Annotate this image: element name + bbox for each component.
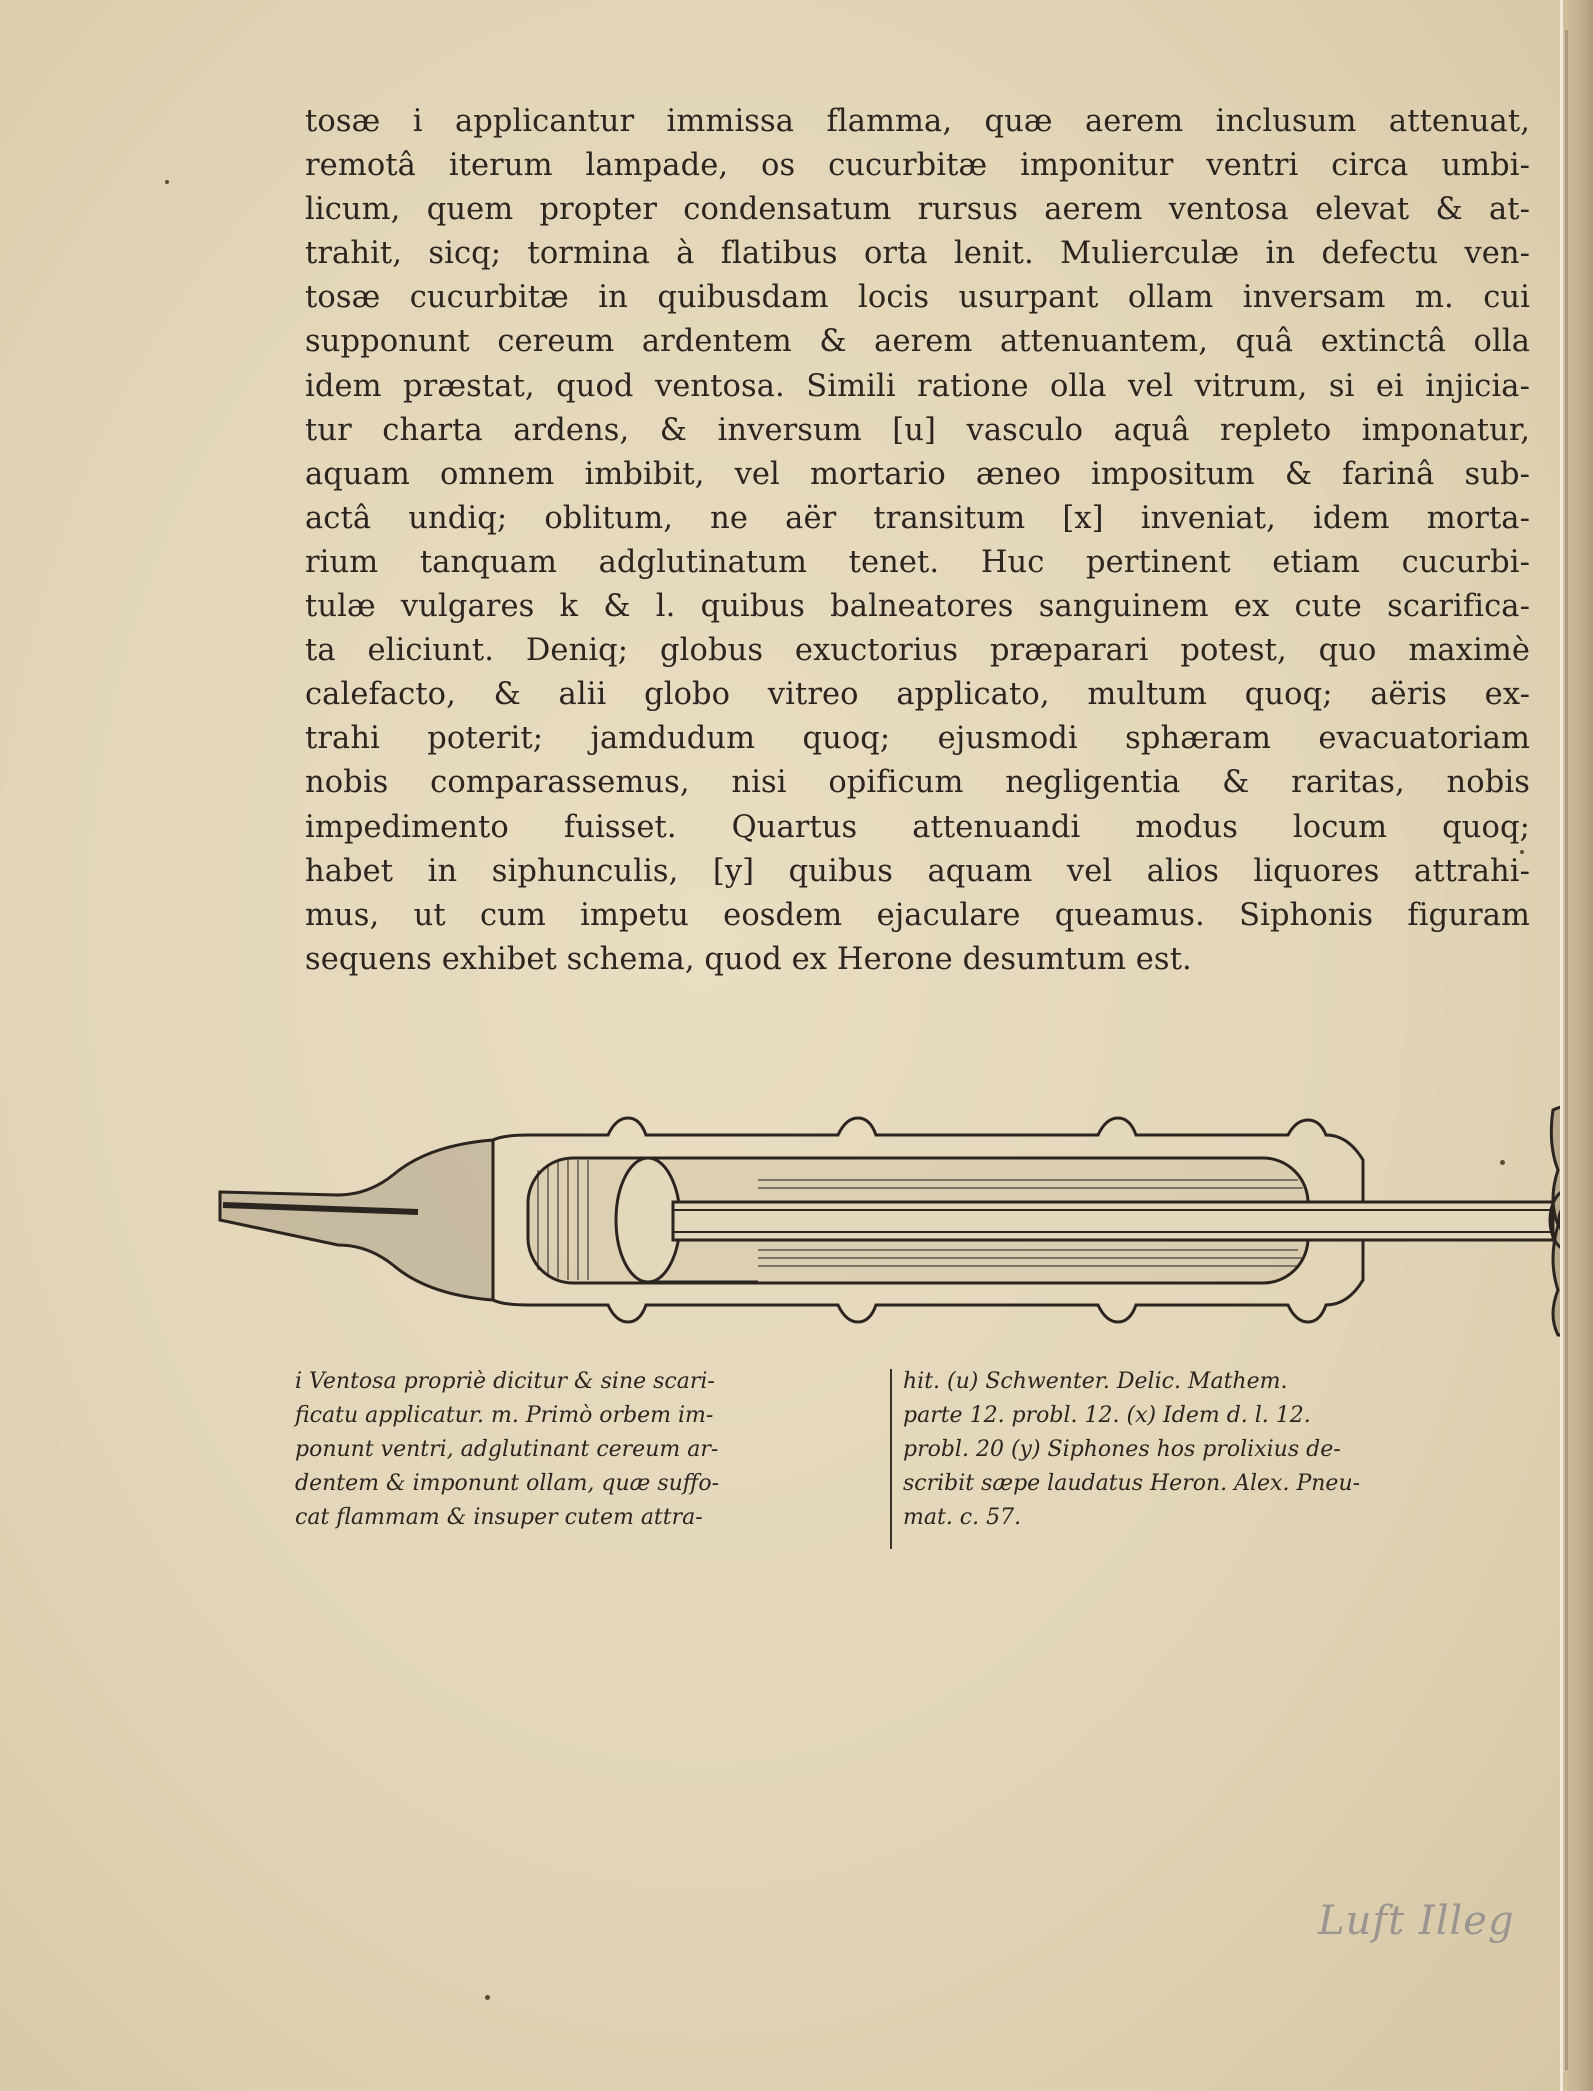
footnote-line: dentem & imponunt ollam, quæ suffo- xyxy=(295,1471,720,1496)
text-line: aquam omnem imbibit, vel mortario æneo impositum & farinâ sub- xyxy=(305,456,1530,492)
footnotes-right-column xyxy=(903,1365,1523,1535)
page-fold-line xyxy=(1565,30,1568,2070)
column-divider xyxy=(890,1369,892,1549)
text-line: tosæ i applicantur immissa flamma, quæ aerem inclusum attenuat, xyxy=(305,104,1530,139)
siphon-piston xyxy=(616,1158,680,1282)
ink-speck xyxy=(485,1995,490,2000)
text-line: idem præstat, quod ventosa. Simili ratione olla vel vitrum, si ei injicia- xyxy=(305,368,1530,404)
text-line: tosæ cucurbitæ in quibusdam locis usurpant ollam inversam m. cui xyxy=(305,280,1530,316)
siphon-illustration xyxy=(218,1100,1593,1340)
footnotes-left-column xyxy=(295,1365,880,1535)
footnote-line: parte 12. probl. 12. (x) Idem d. l. 12. xyxy=(903,1403,1311,1428)
text-line: ta eliciunt. Deniq; globus exuctorius præparari potest, quo maximè xyxy=(305,633,1530,669)
footnote-line: hit. (u) Schwenter. Delic. Mathem. xyxy=(903,1369,1288,1394)
text-line: tulæ vulgares k & l. quibus balneatores sanguinem ex cute scarifica- xyxy=(305,589,1530,625)
footnote-line: probl. 20 (y) Siphones hos prolixius de- xyxy=(903,1437,1341,1462)
text-line: supponunt cereum ardentem & aerem attenuantem, quâ extinctâ olla xyxy=(305,324,1530,360)
text-line: nobis comparassemus, nisi opificum negligentia & raritas, nobis xyxy=(305,765,1530,801)
text-line: habet in siphunculis, [y] quibus aquam vel alios liquores attrahi- xyxy=(305,853,1530,889)
footnote-line: i Ventosa propriè dicitur & sine scari- xyxy=(295,1369,715,1394)
footnote-line: scribit sæpe laudatus Heron. Alex. Pneu- xyxy=(903,1471,1361,1496)
text-line: sequens exhibet schema, quod ex Herone desumtum est. xyxy=(305,941,1192,977)
main-text-block xyxy=(305,100,1530,982)
text-line: actâ undiq; oblitum, ne aër transitum [x] inveniat, idem morta- xyxy=(305,500,1530,536)
footnote-line: ficatu applicatur. m. Primò orbem im- xyxy=(295,1403,714,1428)
ink-speck xyxy=(1520,850,1524,854)
pencil-annotation: Luft Illeg xyxy=(1318,1898,1515,1944)
siphon-rod xyxy=(673,1202,1553,1240)
footnote-line: mat. c. 57. xyxy=(903,1505,1022,1530)
ink-speck xyxy=(1500,1160,1505,1165)
text-line: impedimento fuisset. Quartus attenuandi modus locum quoq; xyxy=(305,809,1530,845)
text-line: remotâ iterum lampade, os cucurbitæ imponitur ventri circa umbi- xyxy=(305,148,1530,184)
footnote-line: cat flammam & insuper cutem attra- xyxy=(295,1505,703,1530)
text-line: licum, quem propter condensatum rursus aerem ventosa elevat & at- xyxy=(305,192,1530,228)
text-line: tur charta ardens, & inversum [u] vasculo aquâ repleto imponatur, xyxy=(305,412,1530,448)
text-line: calefacto, & alii globo vitreo applicato, multum quoq; aëris ex- xyxy=(305,677,1530,713)
footnote-line: ponunt ventri, adglutinant cereum ar- xyxy=(295,1437,719,1462)
text-line: mus, ut cum impetu eosdem ejaculare queamus. Siphonis figuram xyxy=(305,897,1530,933)
text-line: trahi poterit; jamdudum quoq; ejusmodi sphæram evacuatoriam xyxy=(305,721,1530,757)
text-line: rium tanquam adglutinatum tenet. Huc pertinent etiam cucurbi- xyxy=(305,544,1530,580)
footnotes xyxy=(295,1365,1520,1555)
siphon-nozzle xyxy=(220,1140,493,1300)
text-line: trahit, sicq; tormina à flatibus orta lenit. Mulierculæ in defectu ven- xyxy=(305,236,1530,272)
ink-speck xyxy=(165,180,169,184)
